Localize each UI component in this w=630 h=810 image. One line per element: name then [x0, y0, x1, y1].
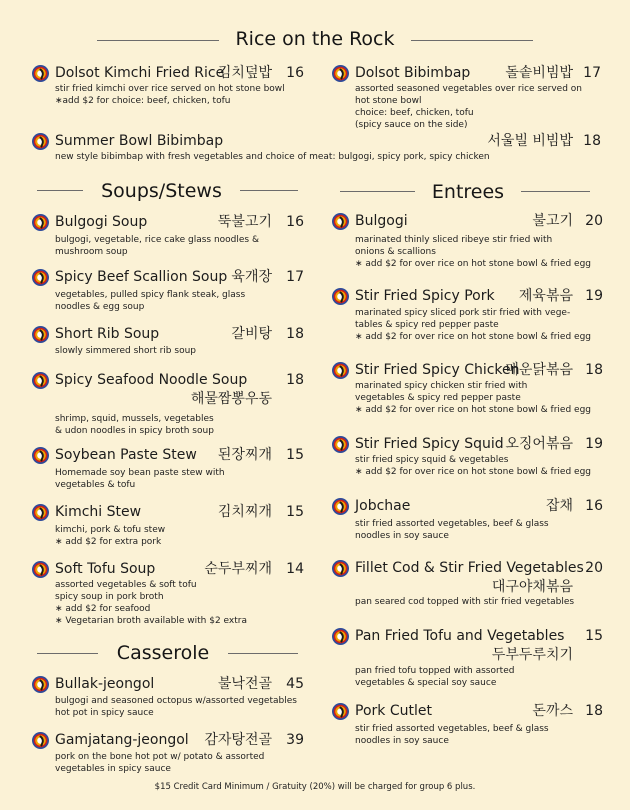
item-name: Soft Tofu Soup [55, 561, 156, 577]
description-line: stir fried assorted vegetables, beef & glass [355, 724, 549, 734]
description-line: ∗ add $2 for over rice on hot stone bowl & fried egg [355, 332, 591, 342]
description-line: onions & scallions [355, 247, 436, 257]
item-korean-name: 김치찌개 [217, 504, 272, 520]
description-line: (spicy sauce on the side) [355, 120, 468, 130]
item-korean-name: 제육볶음 [518, 288, 573, 304]
item-description [55, 751, 264, 775]
item-price: 16 [286, 214, 304, 230]
item-korean-name: 감자탕전골 [204, 732, 272, 748]
footer-note: $15 Credit Card Minimum / Gratuity (20%) will be charged for group 6 plus. [154, 782, 476, 792]
item-name: Kimchi Stew [55, 504, 142, 520]
item-description [355, 307, 591, 343]
section-title-soups: Soups/Stews [101, 180, 222, 202]
item-description [55, 524, 165, 548]
item-description [55, 289, 245, 313]
description-line: hot pot in spicy sauce [55, 708, 154, 718]
description-line: vegetables & tofu [55, 480, 136, 490]
description-line: assorted vegetables & soft tofu [55, 580, 197, 590]
description-line: ∗ add $2 for over rice on hot stone bowl & fried egg [355, 405, 591, 415]
item-name: Dolsot Bibimbap [355, 65, 471, 81]
item-price: 14 [286, 561, 304, 577]
description-line: mushroom soup [55, 247, 128, 257]
description-line: & udon noodles in spicy broth soup [55, 426, 214, 436]
item-price: 18 [286, 326, 304, 342]
description-line: pan fried tofu topped with assorted [355, 666, 515, 676]
item-price: 19 [585, 436, 603, 452]
item-price: 16 [286, 65, 304, 81]
item-korean-name: 갈비탕 [231, 326, 272, 342]
description-line: stir fried spicy squid & vegetables [355, 455, 509, 465]
item-korean-name: 오징어볶음 [505, 436, 573, 452]
item-price: 15 [286, 504, 304, 520]
description-line: kimchi, pork & tofu stew [55, 525, 166, 535]
item-name: Jobchae [355, 498, 411, 514]
divider [240, 190, 298, 191]
description-line: ∗ add $2 for over rice on hot stone bowl & fried egg [355, 259, 591, 269]
item-description [55, 151, 490, 163]
item-name: Stir Fried Spicy Pork [355, 288, 495, 304]
item-korean-name: 불낙전골 [217, 676, 272, 692]
description-line: marinated spicy sliced pork stir fried with vege- [355, 308, 571, 318]
description-line: bulgogi, vegetable, rice cake glass noodles & [55, 235, 260, 245]
item-name: Stir Fried Spicy Chicken [355, 362, 520, 378]
item-korean-name: 돌솥비빔밥 [505, 65, 573, 81]
item-price: 17 [583, 65, 601, 81]
item-name: Summer Bowl Bibimbap [55, 133, 224, 149]
description-line: marinated spicy chicken stir fried with [355, 381, 528, 391]
item-korean-name: 육개장 [231, 269, 272, 285]
item-description [355, 665, 514, 689]
item-description [355, 518, 549, 542]
description-line: stir fried kimchi over rice served on hot stone bowl [55, 84, 285, 94]
item-price: 16 [585, 498, 603, 514]
item-korean-name: 된장찌개 [217, 447, 272, 463]
item-description [55, 345, 196, 357]
item-name: Stir Fried Spicy Squid [355, 436, 504, 452]
description-line: ∗ add $2 for over rice on hot stone bowl & fried egg [355, 467, 591, 477]
item-korean-name: 해물짬뽕우동 [190, 391, 272, 407]
description-line: noodles in soy sauce [355, 736, 449, 746]
item-price: 18 [286, 372, 304, 388]
description-line: vegetables & spicy red pepper paste [355, 393, 521, 403]
item-name: Fillet Cod & Stir Fried Vegetables [355, 560, 584, 576]
item-description [355, 596, 574, 608]
section-title-entrees: Entrees [431, 181, 505, 203]
item-name: Pan Fried Tofu and Vegetables [355, 628, 565, 644]
description-line: vegetables & special soy sauce [355, 678, 497, 688]
item-name: Spicy Seafood Noodle Soup [55, 372, 248, 388]
divider [37, 653, 98, 654]
description-line: noodles in soy sauce [355, 531, 449, 541]
item-description [355, 723, 549, 747]
item-name: Gamjatang-jeongol [55, 732, 189, 748]
item-price: 15 [286, 447, 304, 463]
description-line: assorted seasoned vegetables over rice served on [355, 84, 582, 94]
description-line: spicy soup in pork broth [55, 592, 164, 602]
description-line: ∗ add $2 for seafood [55, 604, 151, 614]
item-description [355, 83, 582, 131]
description-line: bulgogi and seasoned octopus w/assorted vegetables [55, 696, 297, 706]
item-korean-name: 두부두루치기 [491, 647, 573, 663]
description-line: noodles & egg soup [55, 302, 145, 312]
item-korean-name: 매운닭볶음 [505, 362, 573, 378]
description-line: pan seared cod topped with stir fried vegetables [355, 597, 575, 607]
section-title-casserole: Casserole [116, 642, 210, 664]
item-price: 39 [286, 732, 304, 748]
description-line: vegetables in spicy sauce [55, 764, 171, 774]
description-line: slowly simmered short rib soup [55, 346, 196, 356]
description-line: pork on the bone hot pot w/ potato & assorted [55, 752, 265, 762]
divider [340, 191, 415, 192]
item-price: 18 [583, 133, 601, 149]
item-name: Bulgogi [355, 213, 408, 229]
description-line: new style bibimbap with fresh vegetables and choice of meat: bulgogi, spicy pork, spicy chicken [55, 152, 490, 162]
section-title-rice: Rice on the Rock [235, 28, 395, 50]
divider [411, 40, 533, 41]
description-line: marinated thinly sliced ribeye stir fried with [355, 235, 553, 245]
item-price: 17 [286, 269, 304, 285]
description-line: choice: beef, chicken, tofu [355, 108, 474, 118]
item-name: Bullak-jeongol [55, 676, 155, 692]
item-name: Pork Cutlet [355, 703, 432, 719]
item-description [55, 413, 214, 437]
item-price: 20 [585, 213, 603, 229]
description-line: Homemade soy bean paste stew with [55, 468, 225, 478]
item-description [55, 234, 259, 258]
item-description [55, 467, 225, 491]
item-name: Spicy Beef Scallion Soup [55, 269, 228, 285]
description-line: vegetables, pulled spicy flank steak, glass [55, 290, 246, 300]
item-price: 18 [585, 362, 603, 378]
description-line: tables & spicy red pepper paste [355, 320, 499, 330]
item-description [355, 380, 591, 416]
item-korean-name: 돈까스 [532, 703, 573, 719]
description-line: ∗ Vegetarian broth available with $2 extra [55, 616, 247, 626]
divider [228, 653, 298, 654]
description-line: ∗add $2 for choice: beef, chicken, tofu [55, 96, 231, 106]
divider [97, 40, 219, 41]
item-korean-name: 뚝불고기 [217, 214, 272, 230]
item-korean-name: 잡채 [545, 498, 573, 514]
item-price: 15 [585, 628, 603, 644]
item-korean-name: 순두부찌개 [204, 561, 272, 577]
item-description [55, 579, 247, 627]
item-description [355, 234, 591, 270]
item-price: 20 [585, 560, 603, 576]
item-name: Dolsot Kimchi Fried Rice [55, 65, 225, 81]
description-line: stir fried assorted vegetables, beef & glass [355, 519, 549, 529]
item-korean-name: 대구야채볶음 [491, 579, 573, 595]
item-name: Short Rib Soup [55, 326, 160, 342]
item-description [55, 695, 297, 719]
item-description [355, 454, 591, 478]
divider [521, 191, 590, 192]
item-korean-name: 김치덮밥 [217, 65, 272, 81]
description-line: hot stone bowl [355, 96, 422, 106]
item-price: 19 [585, 288, 603, 304]
description-line: shrimp, squid, mussels, vegetables [55, 414, 214, 424]
item-description [55, 83, 285, 107]
item-korean-name: 서울빌 비빔밥 [487, 133, 573, 149]
item-price: 18 [585, 703, 603, 719]
divider [37, 190, 83, 191]
item-name: Soybean Paste Stew [55, 447, 197, 463]
item-price: 45 [286, 676, 304, 692]
item-name: Bulgogi Soup [55, 214, 148, 230]
description-line: ∗ add $2 for extra pork [55, 537, 162, 547]
item-korean-name: 불고기 [532, 213, 573, 229]
